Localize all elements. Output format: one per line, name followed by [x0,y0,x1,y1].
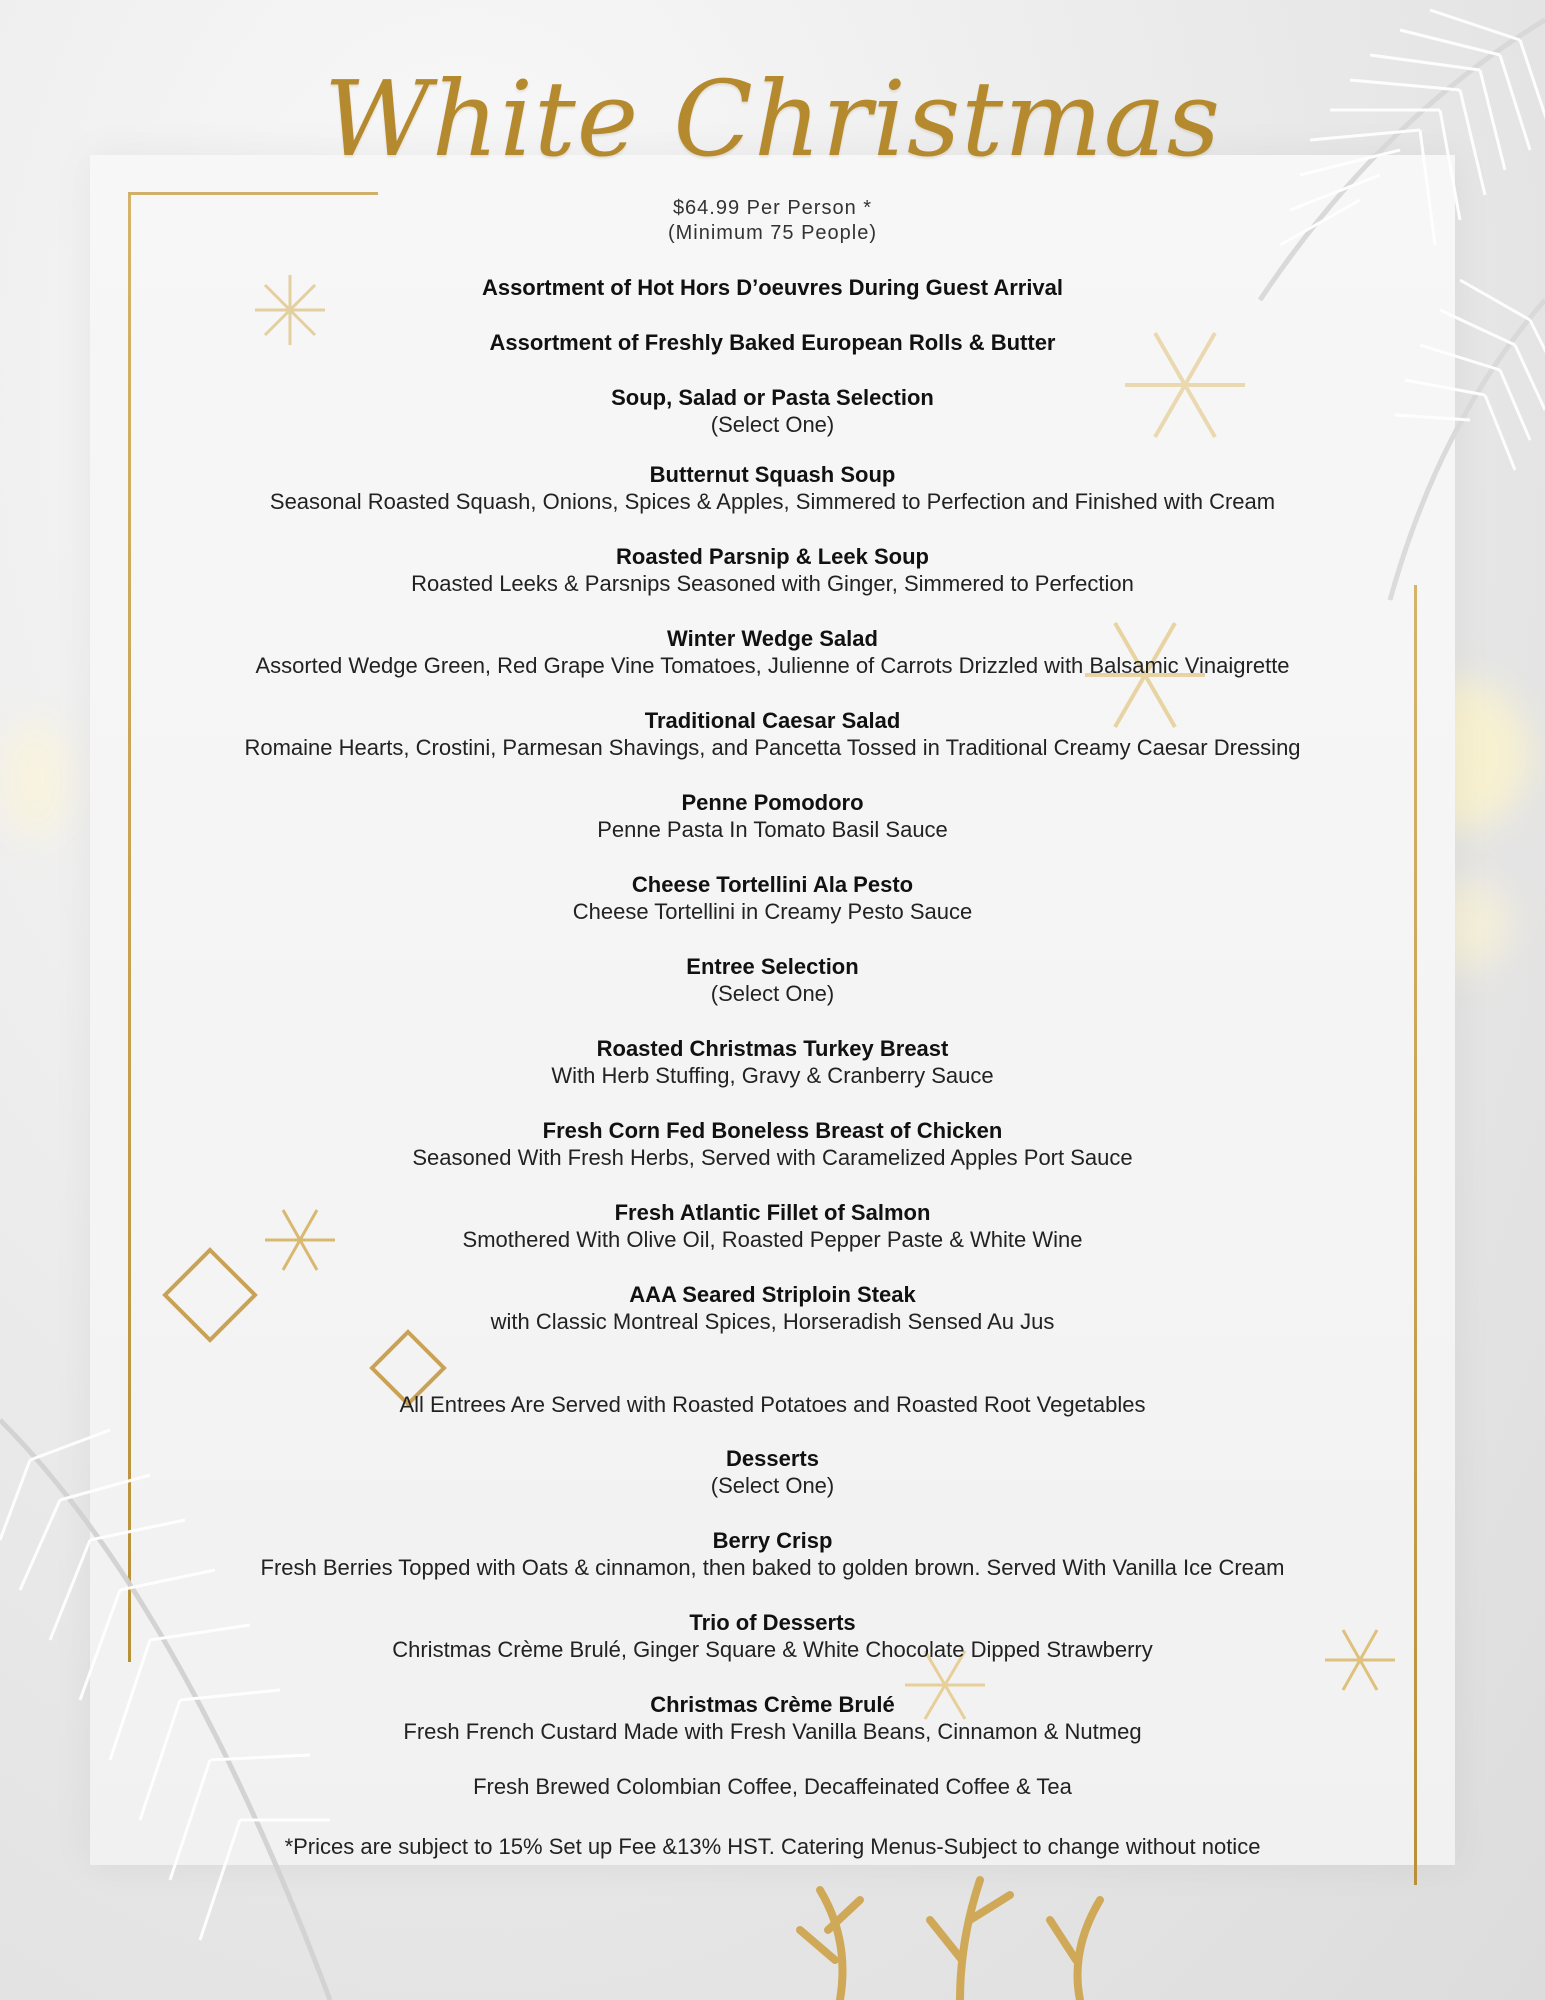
menu-item-description: with Classic Montreal Spices, Horseradish Sensed Au Jus [490,1309,1055,1334]
menu-item-description: Penne Pasta In Tomato Basil Sauce [597,817,948,842]
starter-section-heading: Soup, Salad or Pasta Selection [611,385,934,410]
gold-frame-top [128,192,378,195]
entree-section-heading: Entree Selection [686,954,859,979]
pricing-footnote: *Prices are subject to 15% Set up Fee &13% HST. Catering Menus-Subject to change without notice [284,1834,1261,1859]
menu-item-name: Christmas Crème Brulé [650,1692,895,1717]
menu-item-name: Roasted Parsnip & Leek Soup [616,544,929,569]
menu-item-description: Assorted Wedge Green, Red Grape Vine Tomatoes, Julienne of Carrots Drizzled with Balsamic Vinaigrette [255,653,1290,678]
menu-item-name: Berry Crisp [712,1528,833,1553]
menu-item-description: Roasted Leeks & Parsnips Seasoned with Ginger, Simmered to Perfection [411,571,1134,596]
menu-item-description: Smothered With Olive Oil, Roasted Pepper Paste & White Wine [462,1227,1083,1252]
menu-item-description: Seasonal Roasted Squash, Onions, Spices & Apples, Simmered to Perfection and Finished with Cream [269,489,1276,514]
price-per-person: $64.99 Per Person * [672,197,873,219]
menu-item-description: Romaine Hearts, Crostini, Parmesan Shavings, and Pancetta Tossed in Traditional Creamy Caesar Dressing [244,735,1301,760]
beverages-note: Fresh Brewed Colombian Coffee, Decaffeinated Coffee & Tea [473,1774,1072,1799]
dessert-section-note: (Select One) [710,1473,835,1498]
menu-item-name: Cheese Tortellini Ala Pesto [631,872,914,897]
menu-content [0,196,1545,1860]
menu-item-description: Christmas Crème Brulé, Ginger Square & White Chocolate Dipped Strawberry [392,1637,1153,1662]
starter-section-note: (Select One) [710,412,835,437]
menu-item-name: Butternut Squash Soup [649,462,896,487]
menu-item-name: Trio of Desserts [689,1610,856,1635]
menu-item-description: With Herb Stuffing, Gravy & Cranberry Sauce [551,1063,994,1088]
menu-item-name: AAA Seared Striploin Steak [629,1282,916,1307]
minimum-guests: (Minimum 75 People) [667,222,878,244]
menu-item-name: Fresh Atlantic Fillet of Salmon [614,1200,931,1225]
menu-item-name: Penne Pomodoro [681,790,864,815]
dessert-section-heading: Desserts [726,1446,819,1471]
menu-item-name: Winter Wedge Salad [667,626,878,651]
hors-doeuvres-item: Assortment of Hot Hors D’oeuvres During Guest Arrival [481,275,1064,300]
menu-item-name: Traditional Caesar Salad [644,708,901,733]
menu-item-description: Cheese Tortellini in Creamy Pesto Sauce [572,899,973,924]
menu-item-description: Fresh French Custard Made with Fresh Vanilla Beans, Cinnamon & Nutmeg [403,1719,1142,1744]
menu-item-description: Seasoned With Fresh Herbs, Served with Caramelized Apples Port Sauce [412,1145,1133,1170]
rolls-butter-item: Assortment of Freshly Baked European Rolls & Butter [489,330,1056,355]
menu-title: White Christmas [323,58,1222,180]
entree-section-note: (Select One) [710,981,835,1006]
menu-item-name: Fresh Corn Fed Boneless Breast of Chicken [542,1118,1003,1143]
menu-item-description: Fresh Berries Topped with Oats & cinnamon, then baked to golden brown. Served With Vanilla Ice Cream [260,1555,1285,1580]
entree-sides-note: All Entrees Are Served with Roasted Potatoes and Roasted Root Vegetables [399,1392,1146,1417]
menu-item-name: Roasted Christmas Turkey Breast [596,1036,949,1061]
gold-antler-icon [780,1860,1140,2000]
